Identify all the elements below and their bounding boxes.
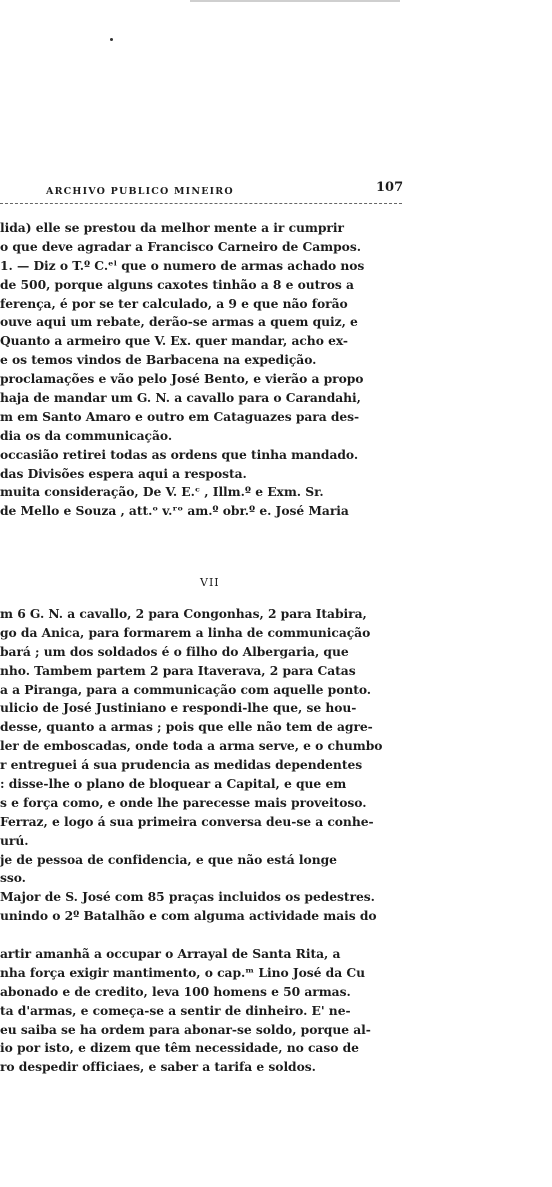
text-line: haja de mandar um G. N. a cavallo para o Carandahi, [0,390,361,406]
blank-line [0,926,410,945]
text-line: s e força como, e onde lhe parecesse mais proveitoso. [0,794,367,810]
text-line: je de pessoa de confidencia, e que não está longe [0,851,337,867]
text-line: de 500, porque alguns caxotes tinhão a 8 e outros a [0,276,354,292]
text-line: e os temos vindos de Barbacena na expedição. [0,352,317,368]
text-line: ler de emboscadas, onde toda a arma serve, e o chumbo [0,738,383,754]
header-rule [0,203,402,204]
text-line: nho. Tambem partem 2 para Itaverava, 2 para Catas [0,662,356,678]
text-line: proclamações e vão pelo José Bento, e vierão a propo [0,371,364,387]
text-line: ta d'armas, e começa-se a sentir de dinheiro. E' ne- [0,1002,351,1018]
text-line: ulicio de José Justiniano e respondi-lhe que, se hou- [0,700,357,716]
text-line: Ferraz, e logo á sua primeira conversa deu-se a conhe- [0,813,374,829]
text-line: bará ; um dos soldados é o filho do Albergaria, que [0,643,349,659]
text-line: artir amanhã a occupar o Arrayal de Santa Rita, a [0,946,341,962]
text-line: unindo o 2º Batalhão e com alguma actividade mais do [0,908,377,924]
text-line: ouve aqui um rebate, derão-se armas a quem quiz, e [0,314,358,330]
page-header [0,180,410,204]
section-vi-text [0,219,410,521]
text-line: das Divisões espera aqui a resposta. [0,465,247,481]
text-line: a a Piranga, para a communicação com aquelle ponto. [0,681,372,697]
text-line: io por isto, e dizem que têm necessidade, no caso de [0,1040,359,1056]
text-line: ro despedir officiaes, e saber a tarifa e soldos. [0,1059,316,1075]
text-line: m 6 G. N. a cavallo, 2 para Congonhas, 2 para Itabira, [0,606,367,621]
top-edge-rule [190,0,400,2]
text-line: eu saiba se ha ordem para abonar-se soldo, porque al- [0,1021,371,1037]
section-vii-text [0,605,410,1077]
page-number: 107 [376,180,404,195]
text-line: dia os da communicação. [0,427,173,443]
text-line: occasião retirei todas as ordens que tinha mandado. [0,446,359,462]
text-line: ferença, é por se ter calculado, a 9 e que não forão [0,295,348,311]
text-line: nha força exigir mantimento, o cap.ᵐ Lino José da Cu [0,964,366,980]
text-line: go da Anica, para formarem a linha de communicação [0,624,371,640]
text-line: abonado e de credito, leva 100 homens e 50 armas. [0,983,351,999]
text-line: r entreguei á sua prudencia as medidas dependentes [0,757,363,773]
text-line: urú. [0,832,29,848]
text-line: Quanto a armeiro que V. Ex. quer mandar, acho ex- [0,333,348,349]
text-line: : disse-lhe o plano de bloquear a Capital, e que em [0,776,347,792]
text-line: sso. [0,870,26,886]
print-speck [110,38,113,41]
text-line: desse, quanto a armas ; pois que elle não tem de agre- [0,719,373,735]
text-line: o que deve agradar a Francisco Carneiro de Campos. [0,238,361,254]
text-line: lida) elle se prestou da melhor mente a ir cumprir [0,220,344,235]
text-line: m em Santo Amaro e outro em Cataguazes para des- [0,408,360,424]
text-line: muita consideração, De V. E.ᶜ , Illm.º e Exm. Sr. [0,484,324,500]
section-numeral: VII [200,576,220,589]
text-line: Major de S. José com 85 praças incluidos os pedestres. [0,889,375,905]
text-line: 1. — Diz o T.º C.ᵉˡ que o numero de armas achado nos [0,257,365,273]
running-title: ARCHIVO PUBLICO MINEIRO [46,186,234,197]
signature-line: de Mello e Souza , att.ᵒ v.ʳᵒ am.º obr.º e. José Maria [0,503,349,519]
